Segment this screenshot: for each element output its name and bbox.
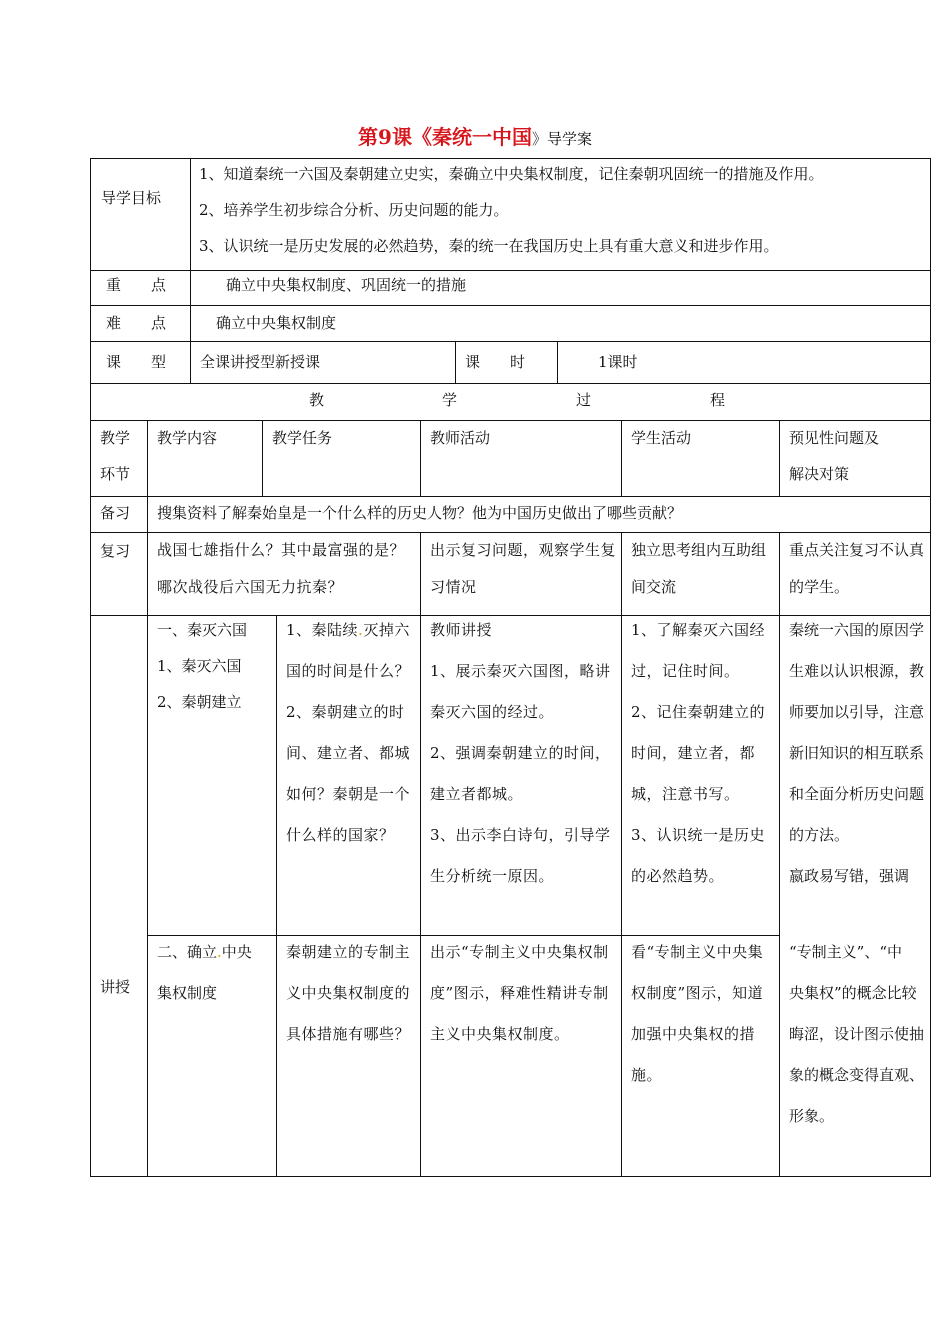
col-divider xyxy=(557,341,558,384)
lecture-problems: 秦统一六国的原因学生难以认识根源，教师要加以引导，注意新旧知识的相互联系和全面分析历史问题的方法。 嬴政易写错，强调 xyxy=(789,621,925,885)
col-header-teacher: 教师活动 xyxy=(430,429,491,447)
process-header-char: 学 xyxy=(442,391,458,409)
process-header-char: 教 xyxy=(309,391,325,409)
key-point-value: 确立中央集权制度、巩固统一的措施 xyxy=(226,276,467,294)
col-divider xyxy=(147,420,148,1177)
title-main: 第9课《秦统一中国 xyxy=(358,125,532,149)
col-divider xyxy=(420,420,421,497)
difficulty-value: 确立中央集权制度 xyxy=(216,314,337,332)
lecture-content-item: 一、秦灭六国 xyxy=(157,621,248,639)
lecture-content-item: 2、秦朝建立 xyxy=(157,693,242,711)
process-header-char: 程 xyxy=(710,391,726,409)
lecture-content-item: 二、确立.中央 集权制度 xyxy=(157,943,252,1002)
row-divider xyxy=(90,420,931,421)
row-divider xyxy=(90,270,931,271)
col-divider xyxy=(779,532,780,1177)
lecture-task: 秦朝建立的专制主义中央集权制度的具体措施有哪些？ xyxy=(286,943,411,1043)
prep-text: 搜集资料了解秦始皇是一个什么样的历史人物？他为中国历史做出了哪些贡献？ xyxy=(157,504,683,522)
col-header-stage: 环节 xyxy=(100,465,131,483)
col-header-content: 教学内容 xyxy=(157,429,218,447)
col-divider xyxy=(779,420,780,497)
col-header-problems: 解决对策 xyxy=(789,465,850,483)
lesson-hours-label: 课 时 xyxy=(465,353,526,371)
table-border-bottom xyxy=(90,1176,931,1177)
table-border-top xyxy=(90,158,931,159)
goal-item: 3、认识统一是历史发展的必然趋势，秦的统一在我国历史上具有重大意义和进步作用。 xyxy=(199,237,779,255)
col-header-stage: 教学 xyxy=(100,429,131,447)
process-header-char: 过 xyxy=(576,391,592,409)
lesson-type-label: 课 型 xyxy=(106,353,167,371)
lecture-student: 看“专制主义中央集权制度”图示，知道加强中央集权的措施。 xyxy=(631,943,764,1084)
row-divider xyxy=(90,383,931,384)
review-teacher: 出示复习问题，观察学生复习情况 xyxy=(430,541,617,596)
lecture-task: 1、秦陆续.灭掉六国的时间是什么？ 2、秦朝建立的时间、建立者、都城如何？秦朝是一个什么样的国家？ xyxy=(286,621,411,844)
col-divider xyxy=(455,341,456,384)
col-header-task: 教学任务 xyxy=(272,429,333,447)
goals-label: 导学目标 xyxy=(101,189,162,207)
lesson-type-value: 全课讲授型新授课 xyxy=(200,353,321,371)
col-divider xyxy=(276,615,277,1177)
col-divider xyxy=(420,532,421,1177)
difficulty-label: 难 点 xyxy=(106,314,167,332)
row-divider xyxy=(90,305,931,306)
title-suffix: 》导学案 xyxy=(531,130,592,148)
table-border-left xyxy=(90,158,91,1177)
lecture-content-item: 1、秦灭六国 xyxy=(157,657,242,675)
goal-item: 2、培养学生初步综合分析、历史问题的能力。 xyxy=(199,201,509,219)
review-content: 战国七雄指什么？其中最富强的是？哪次战役后六国无力抗秦？ xyxy=(157,541,406,596)
review-student: 独立思考组内互助组间交流 xyxy=(631,541,767,596)
col-divider xyxy=(621,532,622,1177)
row-divider xyxy=(90,341,931,342)
lecture-stage: 讲授 xyxy=(100,978,131,996)
lecture-student: 1、了解秦灭六国经过，记住时间。 2、记住秦朝建立的时间，建立者，都城，注意书写。 3、认识统一是历史的必然趋势。 xyxy=(631,621,766,885)
lecture-teacher: 教师讲授 1、展示秦灭六国图，略讲秦灭六国的经过。 2、强调秦朝建立的时间，建立者都城。 3、出示李白诗句，引导学生分析统一原因。 xyxy=(430,621,611,885)
lesson-hours-value: 1课时 xyxy=(598,353,638,371)
table-border-right xyxy=(930,158,931,1177)
col-divider xyxy=(262,420,263,497)
review-problems: 重点关注复习不认真的学生。 xyxy=(789,541,925,596)
col-header-problems: 预见性问题及 xyxy=(789,429,880,447)
lecture-teacher: 出示“专制主义中央集权制度”图示，释难性精讲专制主义中央集权制度。 xyxy=(430,943,609,1043)
col-header-student: 学生活动 xyxy=(631,429,692,447)
col-divider xyxy=(190,158,191,384)
goal-item: 1、知道秦统一六国及秦朝建立史实，秦确立中央集权制度，记住秦朝巩固统一的措施及作用。 xyxy=(199,165,824,183)
review-stage: 复习 xyxy=(100,542,131,560)
key-point-label: 重 点 xyxy=(106,276,167,294)
row-divider xyxy=(90,496,931,497)
prep-stage: 备习 xyxy=(100,504,131,522)
col-divider xyxy=(621,420,622,497)
lecture-problems: “专制主义”、“中 央集权”的概念比较晦涩，设计图示使抽象的概念变得直观、形象。 xyxy=(789,943,925,1125)
